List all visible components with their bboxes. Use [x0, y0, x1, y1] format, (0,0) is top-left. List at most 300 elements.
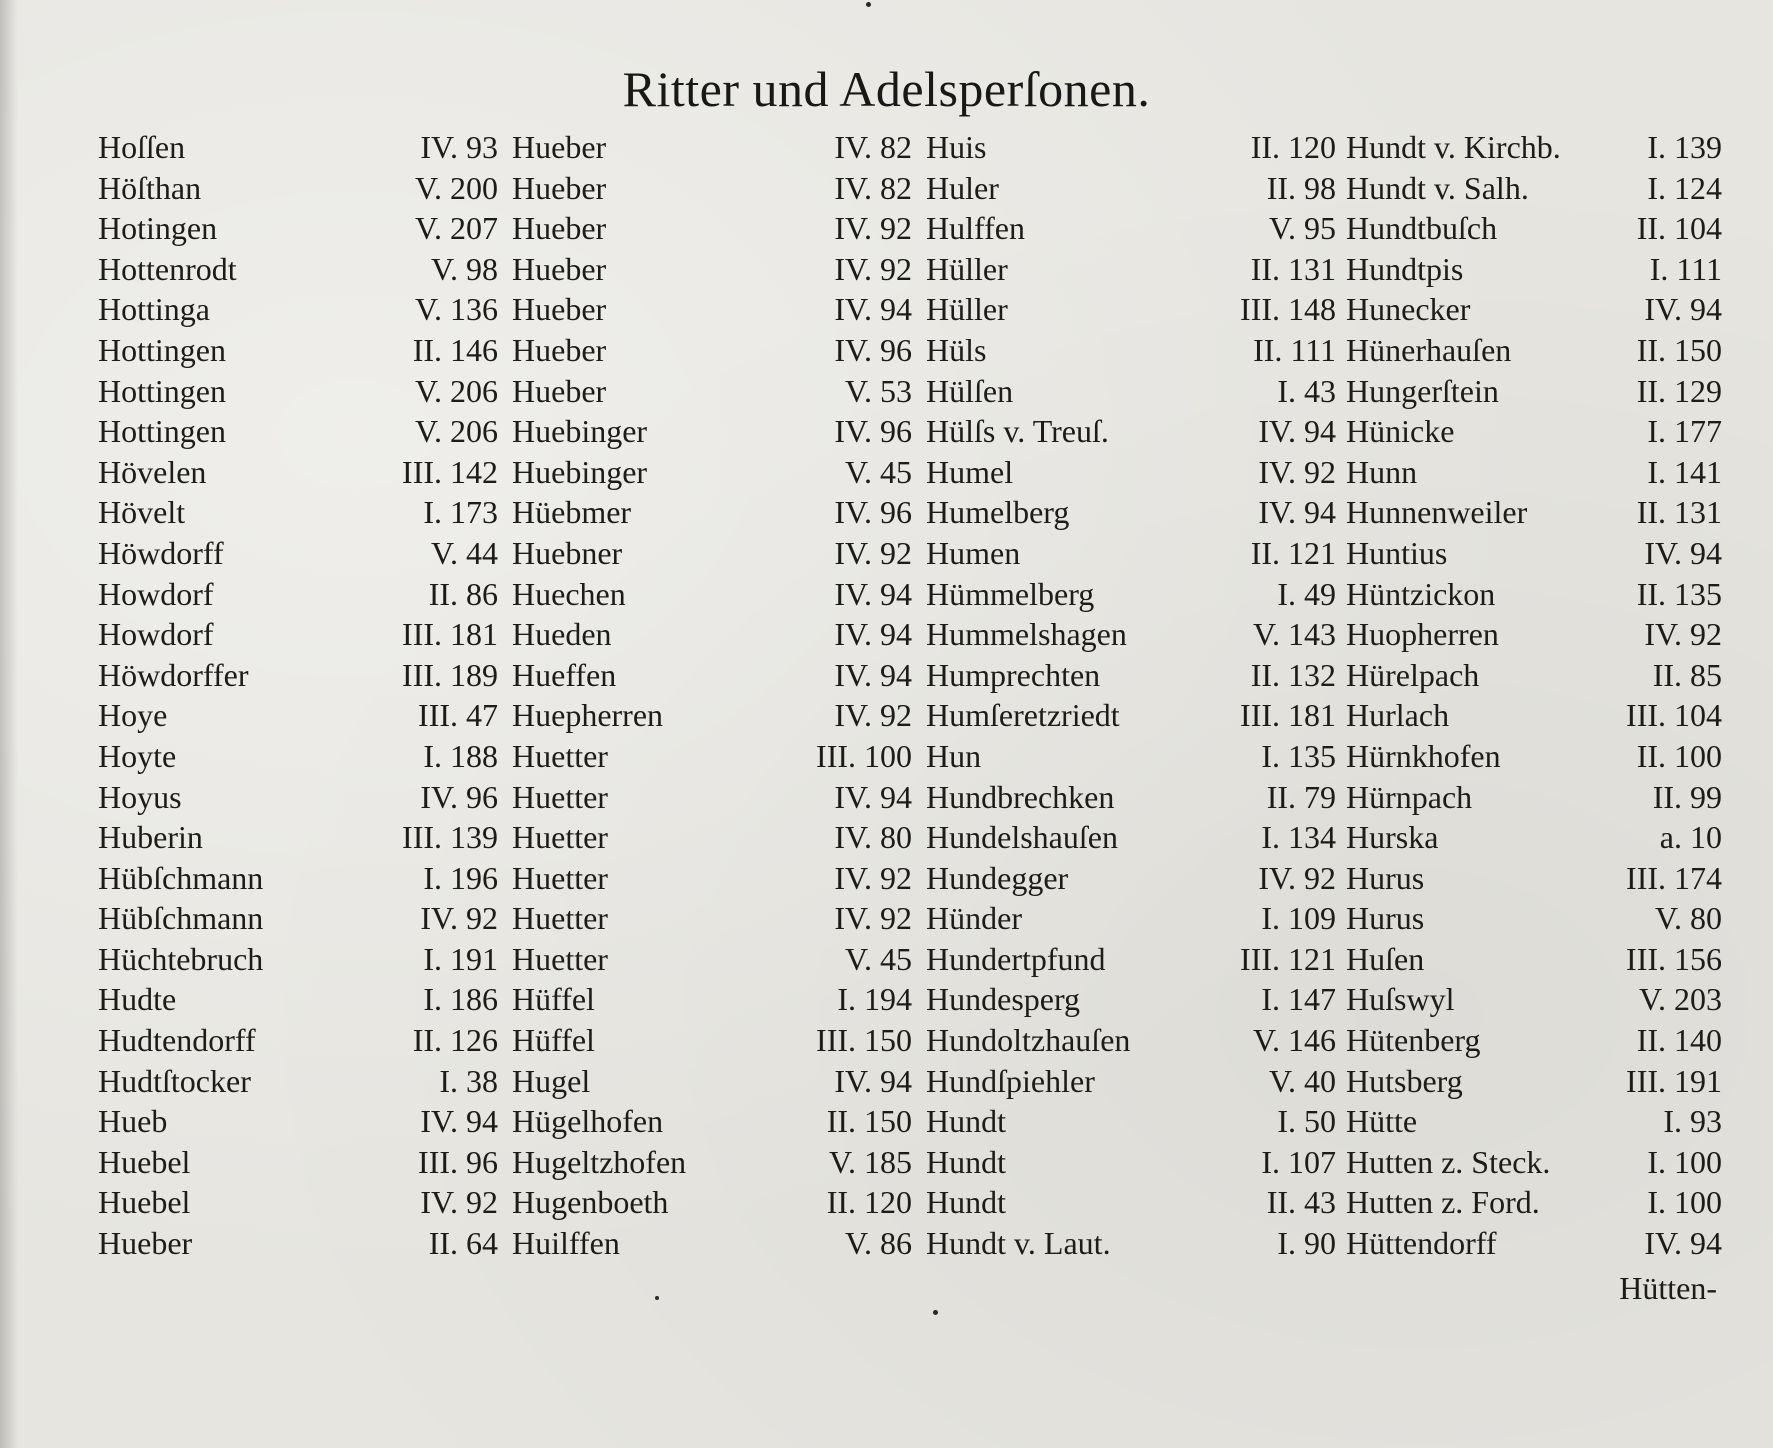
index-entry	[926, 1020, 1336, 1061]
entry-name: Höwdorff	[98, 534, 224, 571]
index-entry	[926, 1142, 1336, 1183]
index-entry	[1346, 1061, 1722, 1102]
entry-reference: II. 135	[1636, 575, 1722, 612]
entry-name: Hundtbuſch	[1346, 210, 1498, 247]
entry-name: Hoyus	[98, 778, 182, 815]
index-entry	[512, 208, 912, 249]
entry-name: Hövelen	[98, 453, 207, 490]
index-entry	[512, 574, 912, 615]
entry-reference: V. 146	[1253, 1022, 1336, 1059]
entry-reference: II. 99	[1652, 778, 1722, 815]
entry-reference: V. 44	[431, 534, 498, 571]
entry-reference: I. 124	[1647, 169, 1722, 206]
index-entry	[512, 1182, 912, 1223]
index-entry	[926, 289, 1336, 330]
entry-reference: IV. 92	[420, 900, 498, 937]
entry-name: Hueber	[512, 331, 607, 368]
entry-reference: III. 139	[402, 819, 498, 856]
entry-name: Humſeretzriedt	[926, 697, 1120, 734]
entry-name: Hun	[926, 737, 982, 774]
entry-name: Hueber	[512, 250, 607, 287]
entry-reference: III. 174	[1626, 859, 1722, 896]
entry-name: Hunn	[1346, 453, 1418, 490]
index-entry	[98, 411, 498, 452]
index-entry	[1346, 898, 1722, 939]
entry-name: Hüller	[926, 250, 1008, 287]
index-entry	[1346, 1182, 1722, 1223]
entry-reference: II. 146	[412, 331, 498, 368]
entry-name: Hundertpfund	[926, 940, 1106, 977]
index-entry	[926, 574, 1336, 615]
entry-reference: V. 45	[845, 940, 912, 977]
index-entry	[512, 979, 912, 1020]
index-entry	[1346, 249, 1722, 290]
entry-name: Hoyte	[98, 737, 177, 774]
entry-reference: V. 143	[1253, 616, 1336, 653]
index-entry	[512, 289, 912, 330]
entry-name: Howdorf	[98, 616, 214, 653]
entry-name: Hüttendorff	[1346, 1225, 1497, 1262]
entry-name: Huetter	[512, 778, 608, 815]
entry-reference: IV. 94	[1644, 534, 1722, 571]
index-entry	[98, 979, 498, 1020]
entry-name: Hutten z. Ford.	[1346, 1184, 1540, 1221]
entry-name: Hottenrodt	[98, 250, 237, 287]
entry-name: Huepherren	[512, 697, 664, 734]
entry-reference: IV. 94	[1644, 291, 1722, 328]
catchword: Hütten-	[1619, 1270, 1717, 1306]
index-entry	[98, 1101, 498, 1142]
entry-name: Hundſpiehler	[926, 1062, 1095, 1099]
entry-reference: III. 150	[816, 1022, 912, 1059]
index-entry	[926, 1182, 1336, 1223]
index-entry	[1346, 1020, 1722, 1061]
entry-reference: II. 120	[826, 1184, 912, 1221]
entry-reference: IV. 92	[834, 697, 912, 734]
entry-reference: II. 100	[1636, 737, 1722, 774]
entry-name: Hugenboeth	[512, 1184, 669, 1221]
entry-reference: I. 194	[837, 981, 912, 1018]
entry-reference: V. 86	[845, 1225, 912, 1262]
entry-name: Hürnkhofen	[1346, 737, 1501, 774]
entry-name: Hüebmer	[512, 494, 632, 531]
entry-name: Hütenberg	[1346, 1022, 1481, 1059]
entry-reference: V. 136	[415, 291, 498, 328]
entry-name: Hundt v. Salh.	[1346, 169, 1529, 206]
index-entry	[512, 695, 912, 736]
index-entry	[926, 330, 1336, 371]
entry-reference: V. 98	[431, 250, 498, 287]
entry-reference: IV. 94	[1258, 494, 1336, 531]
entry-reference: II. 120	[1250, 129, 1336, 165]
entry-name: Höſthan	[98, 169, 202, 206]
index-entry	[1346, 695, 1722, 736]
entry-reference: V. 206	[415, 413, 498, 450]
entry-name: Hoye	[98, 697, 168, 734]
index-entry	[98, 168, 498, 209]
entry-name: Hüls	[926, 331, 987, 368]
entry-name: Huebel	[98, 1184, 191, 1221]
index-entry	[926, 939, 1336, 980]
index-entry	[98, 736, 498, 777]
index-entry	[926, 898, 1336, 939]
entry-reference: I. 177	[1647, 413, 1722, 450]
entry-name: Hottinga	[98, 291, 210, 328]
entry-reference: II. 131	[1636, 494, 1722, 531]
entry-reference: V. 203	[1639, 981, 1722, 1018]
entry-reference: I. 135	[1261, 737, 1336, 774]
index-entry	[98, 1142, 498, 1183]
index-entry	[1346, 736, 1722, 777]
entry-reference: I. 173	[423, 494, 498, 531]
entry-reference: II. 150	[826, 1103, 912, 1140]
entry-reference: IV. 82	[834, 169, 912, 206]
index-entry	[1346, 614, 1722, 655]
index-entry	[1346, 330, 1722, 371]
index-entry	[512, 898, 912, 939]
entry-name: Hudtendorff	[98, 1022, 256, 1059]
entry-reference: IV. 94	[834, 656, 912, 693]
index-entry	[98, 452, 498, 493]
entry-name: Hundt v. Kirchb.	[1346, 129, 1561, 165]
entry-reference: III. 100	[816, 737, 912, 774]
entry-name: Huebinger	[512, 453, 648, 490]
entry-reference: IV. 94	[834, 291, 912, 328]
index-entry	[512, 127, 912, 168]
index-entry	[98, 330, 498, 371]
entry-reference: I. 50	[1277, 1103, 1336, 1140]
entry-reference: V. 200	[415, 169, 498, 206]
index-entry	[98, 533, 498, 574]
entry-name: Humelberg	[926, 494, 1070, 531]
entry-name: Hudte	[98, 981, 177, 1018]
index-entry	[98, 1020, 498, 1061]
entry-name: Hurlach	[1346, 697, 1450, 734]
entry-reference: II. 126	[412, 1022, 498, 1059]
index-entry	[512, 939, 912, 980]
index-entry	[1346, 208, 1722, 249]
entry-name: Humel	[926, 453, 1014, 490]
index-entry	[926, 1061, 1336, 1102]
entry-reference: IV. 94	[834, 778, 912, 815]
index-entry	[98, 1061, 498, 1102]
entry-name: Hotingen	[98, 210, 218, 247]
entry-reference: III. 47	[418, 697, 498, 734]
index-entry	[98, 1223, 498, 1264]
entry-name: Huetter	[512, 940, 608, 977]
entry-name: Hütte	[1346, 1103, 1418, 1140]
entry-reference: III. 189	[402, 656, 498, 693]
index-entry	[1346, 574, 1722, 615]
entry-name: Hübſchmann	[98, 859, 264, 896]
entry-name: Hummelshagen	[926, 616, 1127, 653]
index-entry	[512, 817, 912, 858]
entry-reference: V. 45	[845, 453, 912, 490]
entry-name: Hottingen	[98, 372, 226, 409]
entry-reference: I. 90	[1277, 1225, 1336, 1262]
entry-reference: II. 79	[1266, 778, 1336, 815]
entry-reference: I. 49	[1277, 575, 1336, 612]
entry-reference: I. 191	[423, 940, 498, 977]
index-entry	[98, 939, 498, 980]
entry-name: Hundegger	[926, 859, 1069, 896]
index-entry	[1346, 411, 1722, 452]
index-entry	[1346, 168, 1722, 209]
entry-name: Huis	[926, 129, 987, 165]
index-column-2	[512, 127, 912, 1264]
index-entry	[98, 695, 498, 736]
entry-reference: IV. 94	[834, 575, 912, 612]
index-entry	[98, 208, 498, 249]
entry-name: Hüchtebruch	[98, 940, 264, 977]
entry-reference: II. 86	[428, 575, 498, 612]
entry-reference: III. 191	[1626, 1062, 1722, 1099]
entry-name: Hottingen	[98, 331, 226, 368]
index-entry	[512, 1101, 912, 1142]
entry-name: Hundoltzhauſen	[926, 1022, 1131, 1059]
entry-reference: II. 43	[1266, 1184, 1336, 1221]
entry-reference: IV. 94	[1644, 1225, 1722, 1262]
entry-reference: I. 93	[1663, 1103, 1722, 1140]
entry-reference: III. 148	[1240, 291, 1336, 328]
entry-name: Hugel	[512, 1062, 591, 1099]
entry-name: Hünicke	[1346, 413, 1455, 450]
entry-reference: I. 100	[1647, 1143, 1722, 1180]
index-entry	[926, 736, 1336, 777]
entry-reference: IV. 96	[420, 778, 498, 815]
entry-reference: I. 186	[423, 981, 498, 1018]
entry-reference: II. 85	[1652, 656, 1722, 693]
entry-name: Hugeltzhofen	[512, 1143, 687, 1180]
entry-reference: I. 38	[439, 1062, 498, 1099]
index-entry	[1346, 979, 1722, 1020]
index-entry	[926, 452, 1336, 493]
entry-reference: I. 134	[1261, 819, 1336, 856]
entry-name: Hüller	[926, 291, 1008, 328]
entry-name: Hurus	[1346, 859, 1425, 896]
entry-reference: I. 196	[423, 859, 498, 896]
entry-reference: II. 150	[1636, 331, 1722, 368]
entry-reference: IV. 92	[1258, 453, 1336, 490]
index-entry	[512, 533, 912, 574]
entry-reference: II. 64	[428, 1225, 498, 1262]
entry-name: Huſswyl	[1346, 981, 1455, 1018]
entry-name: Hueber	[512, 169, 607, 206]
entry-reference: IV. 94	[834, 1062, 912, 1099]
index-entry	[512, 168, 912, 209]
index-entry	[98, 858, 498, 899]
entry-reference: II. 98	[1266, 169, 1336, 206]
entry-reference: III. 181	[402, 616, 498, 653]
entry-name: Humprechten	[926, 656, 1101, 693]
entry-name: Hümmelberg	[926, 575, 1095, 612]
entry-reference: IV. 96	[834, 331, 912, 368]
index-column-1	[98, 127, 498, 1264]
entry-name: Hueb	[98, 1103, 168, 1140]
index-entry	[1346, 371, 1722, 412]
entry-name: Hünerhauſen	[1346, 331, 1512, 368]
index-entry	[926, 127, 1336, 168]
index-entry	[1346, 289, 1722, 330]
entry-name: Huetter	[512, 859, 608, 896]
entry-name: Hüffel	[512, 1022, 595, 1059]
ink-speck	[655, 1296, 659, 1300]
entry-reference: IV. 94	[834, 616, 912, 653]
index-entry	[98, 817, 498, 858]
entry-reference: IV. 96	[834, 413, 912, 450]
entry-name: Hudtſtocker	[98, 1062, 251, 1099]
index-entry	[926, 614, 1336, 655]
index-entry	[926, 1101, 1336, 1142]
index-entry	[98, 655, 498, 696]
entry-reference: IV. 92	[834, 210, 912, 247]
entry-name: Hünder	[926, 900, 1022, 937]
entry-name: Huetter	[512, 900, 608, 937]
entry-name: Hürelpach	[1346, 656, 1480, 693]
entry-reference: IV. 94	[420, 1103, 498, 1140]
entry-name: Hoſſen	[98, 129, 186, 165]
index-entry	[1346, 127, 1722, 168]
ink-speck	[866, 2, 871, 7]
entry-reference: V. 185	[829, 1143, 912, 1180]
entry-reference: I. 188	[423, 737, 498, 774]
index-entry	[98, 371, 498, 412]
entry-reference: IV. 92	[420, 1184, 498, 1221]
entry-reference: IV. 92	[834, 859, 912, 896]
entry-name: Hueber	[512, 210, 607, 247]
entry-reference: V. 40	[1269, 1062, 1336, 1099]
entry-reference: III. 96	[418, 1143, 498, 1180]
entry-reference: V. 206	[415, 372, 498, 409]
entry-name: Huilffen	[512, 1225, 620, 1262]
entry-name: Hundesperg	[926, 981, 1081, 1018]
entry-reference: II. 121	[1250, 534, 1336, 571]
entry-reference: IV. 93	[420, 129, 498, 165]
entry-reference: IV. 80	[834, 819, 912, 856]
index-entry	[512, 249, 912, 290]
index-entry	[1346, 655, 1722, 696]
entry-name: Hundbrechken	[926, 778, 1115, 815]
entry-name: Hüntzickon	[1346, 575, 1496, 612]
entry-name: Huſen	[1346, 940, 1425, 977]
index-entry	[926, 858, 1336, 899]
entry-name: Hunecker	[1346, 291, 1471, 328]
entry-name: Hundt v. Laut.	[926, 1225, 1111, 1262]
index-entry	[512, 736, 912, 777]
entry-reference: V. 53	[845, 372, 912, 409]
entry-reference: IV. 92	[1258, 859, 1336, 896]
entry-name: Hueber	[98, 1225, 193, 1262]
index-entry	[512, 777, 912, 818]
entry-name: Howdorf	[98, 575, 214, 612]
index-entry	[1346, 777, 1722, 818]
index-entry	[1346, 817, 1722, 858]
index-entry	[1346, 492, 1722, 533]
index-entry	[512, 330, 912, 371]
entry-name: Hulffen	[926, 210, 1025, 247]
index-entry	[98, 777, 498, 818]
index-entry	[926, 655, 1336, 696]
entry-reference: I. 141	[1647, 453, 1722, 490]
entry-reference: V. 207	[415, 210, 498, 247]
index-entry	[1346, 452, 1722, 493]
entry-reference: III. 142	[402, 453, 498, 490]
index-entry	[98, 127, 498, 168]
ink-speck	[933, 1310, 938, 1315]
entry-name: Hübſchmann	[98, 900, 264, 937]
entry-name: Hürnpach	[1346, 778, 1473, 815]
index-entry	[926, 168, 1336, 209]
index-entry	[926, 411, 1336, 452]
entry-name: Humen	[926, 534, 1021, 571]
entry-name: Huebel	[98, 1143, 191, 1180]
entry-reference: IV. 82	[834, 129, 912, 165]
index-entry	[512, 1061, 912, 1102]
entry-name: Hutten z. Steck.	[1346, 1143, 1551, 1180]
index-entry	[1346, 1101, 1722, 1142]
entry-name: Höwdorffer	[98, 656, 249, 693]
index-entry	[512, 452, 912, 493]
entry-name: Hüffel	[512, 981, 595, 1018]
index-entry	[98, 574, 498, 615]
entry-reference: I. 43	[1277, 372, 1336, 409]
index-entry	[926, 533, 1336, 574]
entry-name: Hülſen	[926, 372, 1014, 409]
entry-reference: V. 95	[1269, 210, 1336, 247]
index-entry	[98, 249, 498, 290]
entry-reference: I. 111	[1649, 250, 1722, 287]
index-entry	[98, 1182, 498, 1223]
entry-name: Hundelshauſen	[926, 819, 1118, 856]
entry-reference: II. 140	[1636, 1022, 1722, 1059]
entry-reference: II. 131	[1250, 250, 1336, 287]
entry-name: Huebner	[512, 534, 623, 571]
entry-name: Hueber	[512, 129, 607, 165]
entry-reference: I. 139	[1647, 129, 1722, 165]
entry-name: Huler	[926, 169, 999, 206]
entry-reference: IV. 92	[1644, 616, 1722, 653]
entry-name: Huntius	[1346, 534, 1448, 571]
index-entry	[1346, 1142, 1722, 1183]
index-entry	[926, 249, 1336, 290]
entry-reference: II. 111	[1253, 331, 1336, 368]
entry-reference: I. 100	[1647, 1184, 1722, 1221]
entry-name: Huetter	[512, 737, 608, 774]
entry-reference: II. 132	[1250, 656, 1336, 693]
index-entry	[926, 695, 1336, 736]
entry-name: Hurska	[1346, 819, 1439, 856]
entry-name: Huberin	[98, 819, 203, 856]
index-entry	[926, 492, 1336, 533]
index-entry	[926, 979, 1336, 1020]
index-entry	[1346, 533, 1722, 574]
entry-name: Hurus	[1346, 900, 1425, 937]
index-entry	[512, 858, 912, 899]
index-entry	[1346, 939, 1722, 980]
entry-name: Hueber	[512, 291, 607, 328]
index-entry	[926, 371, 1336, 412]
entry-name: Hunnenweiler	[1346, 494, 1528, 531]
index-entry	[512, 1142, 912, 1183]
index-entry	[98, 614, 498, 655]
entry-name: Hungerſtein	[1346, 372, 1499, 409]
index-entry	[512, 1020, 912, 1061]
entry-reference: I. 109	[1261, 900, 1336, 937]
index-entry	[512, 411, 912, 452]
index-entry	[512, 655, 912, 696]
index-entry	[98, 289, 498, 330]
entry-reference: a. 10	[1659, 819, 1722, 856]
